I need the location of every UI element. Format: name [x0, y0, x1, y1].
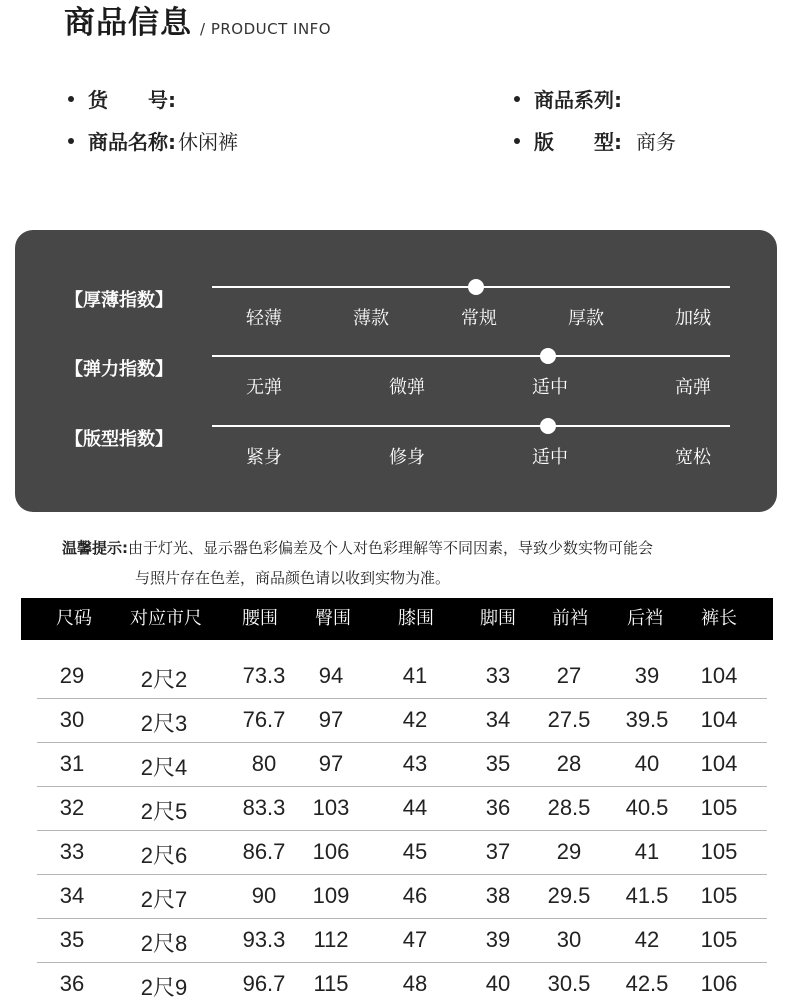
table-cell: 41	[634, 839, 660, 864]
table-cell: 30.5	[547, 971, 591, 996]
column-header: 后裆	[627, 608, 663, 629]
table-cell: 2尺5	[140, 799, 188, 824]
fit-option: 紧身	[246, 447, 282, 468]
elasticity-slider-track	[212, 355, 730, 357]
table-cell: 41	[402, 663, 428, 688]
thickness-option: 厚款	[568, 308, 604, 329]
product-name-value: 休闲裤	[178, 130, 238, 154]
table-cell: 31	[59, 751, 85, 776]
fit-option: 修身	[389, 447, 425, 468]
table-cell: 76.7	[242, 707, 286, 732]
table-cell: 105	[700, 839, 738, 864]
bullet-icon	[514, 96, 520, 102]
table-cell: 80	[251, 751, 277, 776]
table-cell: 36	[59, 971, 85, 996]
table-cell: 34	[485, 707, 511, 732]
table-cell: 115	[313, 971, 349, 996]
table-cell: 109	[312, 883, 350, 908]
elasticity-option: 高弹	[675, 377, 711, 398]
bullet-icon	[514, 138, 520, 144]
table-cell: 73.3	[242, 663, 286, 688]
table-cell: 40.5	[625, 795, 669, 820]
thickness-slider-marker	[468, 279, 484, 295]
table-cell: 41.5	[625, 883, 669, 908]
table-cell: 28.5	[547, 795, 591, 820]
table-cell: 27	[556, 663, 582, 688]
notice-line-1: 由于灯光、显示器色彩偏差及个人对色彩理解等不同因素，导致少数实物可能会	[128, 539, 654, 557]
table-cell: 33	[485, 663, 511, 688]
table-cell: 40	[634, 751, 660, 776]
fit-option: 适中	[532, 447, 568, 468]
table-cell: 40	[485, 971, 511, 996]
table-cell: 90	[251, 883, 277, 908]
table-row	[37, 963, 767, 1000]
table-cell: 97	[318, 707, 344, 732]
table-cell: 36	[485, 795, 511, 820]
column-header: 膝围	[398, 608, 434, 629]
table-cell: 96.7	[242, 971, 286, 996]
column-header: 腰围	[242, 608, 278, 629]
table-cell: 106	[312, 839, 350, 864]
size-table-header	[21, 598, 773, 640]
table-row	[37, 743, 767, 787]
notice-line-2: 与照片存在色差，商品颜色请以收到实物为准。	[135, 569, 451, 587]
table-cell: 2尺2	[140, 667, 188, 692]
fit-index-label: 【版型指数】	[65, 429, 173, 450]
elasticity-option: 无弹	[246, 377, 282, 398]
table-cell: 104	[700, 751, 738, 776]
notice-title: 温馨提示:	[62, 539, 128, 557]
table-cell: 45	[402, 839, 428, 864]
table-row	[37, 787, 767, 831]
bullet-icon	[68, 96, 74, 102]
table-cell: 2尺6	[140, 843, 188, 868]
table-cell: 30	[59, 707, 85, 732]
table-cell: 47	[402, 927, 428, 952]
table-row	[37, 831, 767, 875]
table-cell: 97	[318, 751, 344, 776]
table-row	[37, 919, 767, 963]
thickness-option: 轻薄	[246, 308, 282, 329]
table-row	[37, 699, 767, 743]
elasticity-index-label: 【弹力指数】	[65, 359, 173, 380]
table-cell: 2尺7	[140, 887, 188, 912]
table-cell: 42	[402, 707, 428, 732]
thickness-option: 常规	[461, 308, 497, 329]
fit-option: 宽松	[675, 447, 711, 468]
table-cell: 112	[313, 927, 349, 952]
table-cell: 2尺4	[140, 755, 188, 780]
table-cell: 33	[59, 839, 85, 864]
table-cell: 39	[634, 663, 660, 688]
info-item-fit	[514, 126, 676, 155]
table-cell: 104	[700, 707, 738, 732]
table-cell: 105	[700, 795, 738, 820]
table-cell: 103	[312, 795, 350, 820]
table-cell: 46	[402, 883, 428, 908]
info-item-number	[68, 84, 178, 113]
product-name-label: 商品名称:	[88, 130, 176, 154]
color-notice	[62, 533, 653, 593]
table-cell: 42.5	[625, 971, 669, 996]
page-subtitle: / PRODUCT INFO	[200, 20, 332, 38]
table-cell: 29	[59, 663, 85, 688]
table-row	[37, 655, 767, 699]
table-cell: 35	[59, 927, 85, 952]
bullet-icon	[68, 138, 74, 144]
table-cell: 30	[556, 927, 582, 952]
fit-label: 版 型:	[534, 130, 622, 154]
table-cell: 83.3	[242, 795, 286, 820]
column-header: 对应市尺	[130, 608, 202, 629]
table-cell: 39	[485, 927, 511, 952]
table-cell: 93.3	[242, 927, 286, 952]
info-item-name	[68, 126, 238, 155]
table-cell: 35	[485, 751, 511, 776]
table-cell: 39.5	[625, 707, 669, 732]
info-item-series	[514, 84, 624, 113]
elasticity-slider-marker	[540, 348, 556, 364]
fit-value: 商务	[636, 130, 676, 154]
column-header: 尺码	[56, 608, 92, 629]
elasticity-option: 微弹	[389, 377, 425, 398]
table-cell: 2尺8	[140, 931, 188, 956]
table-cell: 38	[485, 883, 511, 908]
page-header	[64, 2, 331, 42]
column-header: 臀围	[315, 608, 351, 629]
table-cell: 105	[700, 927, 738, 952]
elasticity-option: 适中	[532, 377, 568, 398]
table-cell: 42	[634, 927, 660, 952]
column-header: 裤长	[701, 608, 737, 629]
table-cell: 27.5	[547, 707, 591, 732]
page-title: 商品信息	[64, 5, 192, 41]
table-cell: 94	[318, 663, 344, 688]
table-cell: 48	[402, 971, 428, 996]
table-cell: 29.5	[547, 883, 591, 908]
thickness-option: 加绒	[675, 308, 711, 329]
thickness-index-label: 【厚薄指数】	[65, 290, 173, 311]
table-cell: 28	[556, 751, 582, 776]
table-cell: 86.7	[242, 839, 286, 864]
table-cell: 29	[556, 839, 582, 864]
table-cell: 34	[59, 883, 85, 908]
fit-slider-marker	[540, 418, 556, 434]
column-header: 脚围	[480, 608, 516, 629]
table-cell: 106	[700, 971, 738, 996]
table-cell: 37	[485, 839, 511, 864]
table-cell: 32	[59, 795, 85, 820]
table-cell: 2尺9	[140, 975, 188, 1000]
fit-slider-track	[212, 425, 730, 427]
table-cell: 43	[402, 751, 428, 776]
item-number-label: 货 号:	[88, 88, 176, 112]
index-panel	[15, 230, 777, 512]
column-header: 前裆	[552, 608, 588, 629]
thickness-option: 薄款	[353, 308, 389, 329]
table-cell: 44	[402, 795, 428, 820]
table-cell: 105	[700, 883, 738, 908]
series-label: 商品系列:	[534, 88, 622, 112]
table-cell: 104	[700, 663, 738, 688]
table-row	[37, 875, 767, 919]
table-cell: 2尺3	[140, 711, 188, 736]
